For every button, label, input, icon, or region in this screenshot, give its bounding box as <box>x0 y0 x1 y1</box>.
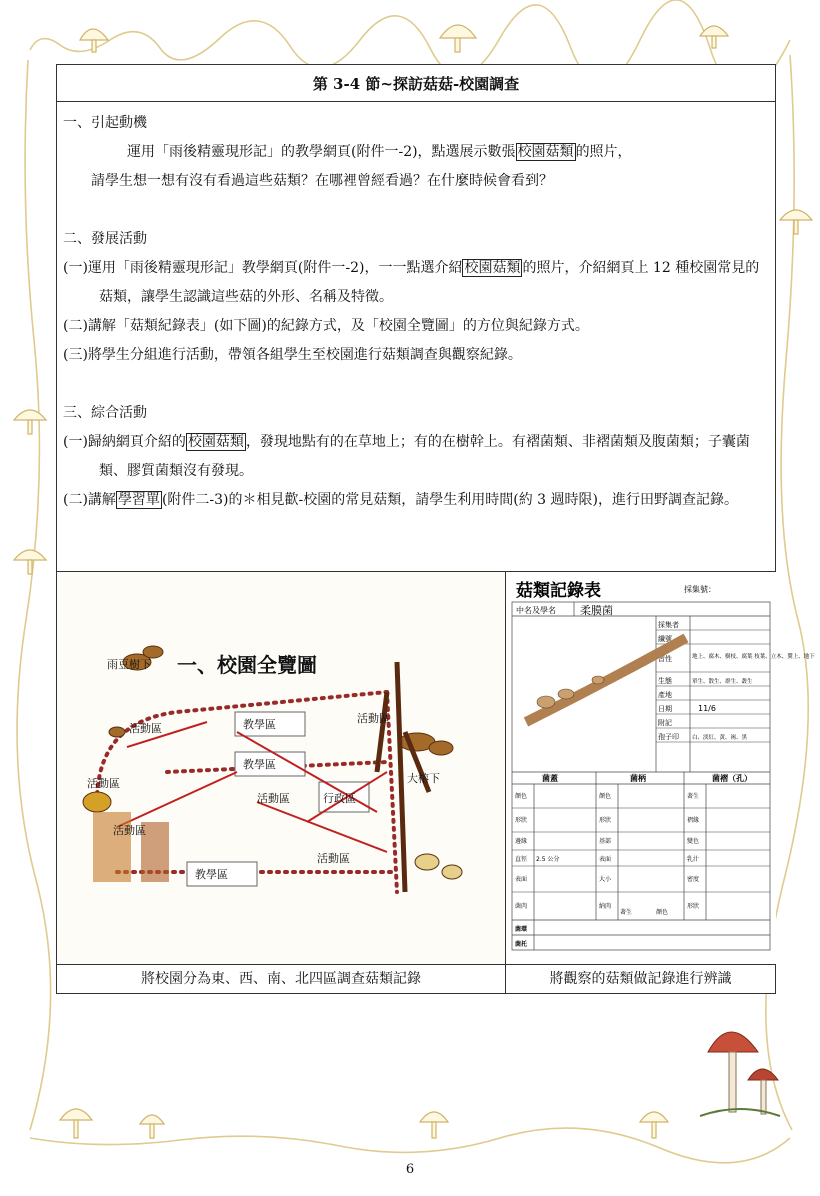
form-spore: 白、淡紅、黃、褐、黑 <box>692 735 748 741</box>
form-cell: 大小 <box>599 876 612 883</box>
caption-row <box>57 963 775 993</box>
map-label: 教學區 <box>195 868 228 881</box>
form-name-value: 柔膜菌 <box>580 604 613 617</box>
figure-row <box>57 571 815 965</box>
map-label: 行政區 <box>323 792 356 805</box>
form-row-label: 孢子印 <box>658 733 679 741</box>
form-row-label: 纖號 <box>658 635 672 643</box>
boxed-term: 校園菇類 <box>187 434 244 450</box>
campus-map-drawing <box>57 572 506 964</box>
form-collector: 採集號： <box>684 585 716 594</box>
form-row-label: 生態 <box>658 677 672 685</box>
s3-heading: 三、綜合活動 <box>63 405 147 421</box>
form-cell: 菌肉 <box>515 903 528 910</box>
form-col-header: 菌蓋 <box>542 774 558 783</box>
form-cell: 表面 <box>515 876 528 883</box>
caption-left: 將校園分為東、西、南、北四區調查菇類記錄 <box>57 963 506 993</box>
form-cell: 褶緣 <box>687 817 700 824</box>
boxed-term: 學習單 <box>117 492 160 508</box>
map-label: 活動區 <box>257 792 290 805</box>
form-cell: 基部 <box>599 838 612 845</box>
form-cell: 乳汁 <box>687 856 700 863</box>
form-col-header: 菌褶（孔） <box>712 774 752 783</box>
form-cell: 直徑 <box>515 856 528 863</box>
map-label: 活動區 <box>129 722 162 735</box>
form-cell: 顏色 <box>515 793 528 800</box>
form-row-label: 習性 <box>658 655 672 663</box>
s1-heading: 一、引起動機 <box>63 115 147 131</box>
s2-heading: 二、發展活動 <box>63 231 147 247</box>
s2-item3: (三)將學生分組進行活動，帶領各組學生至校園進行菇類調查與觀察紀錄。 <box>63 347 522 363</box>
form-name-label: 中名及學名 <box>516 606 556 615</box>
form-row-label: 產地 <box>658 691 672 699</box>
form-cell: 邊緣 <box>515 838 528 845</box>
map-label: 教學區 <box>243 718 276 731</box>
form-row-label: 日期 <box>658 705 672 713</box>
form-cell: 菌托 <box>515 941 528 948</box>
caption-right: 將觀察的菇類做記錄進行辨識 <box>549 971 732 987</box>
form-cell: 變色 <box>687 838 700 845</box>
mushroom-record-form <box>506 572 815 964</box>
s1-line2: 請學生想一想有沒有看過這些菇類？在哪裡曾經看過？在什麼時候會看到？ <box>91 173 553 189</box>
form-cell: 形狀 <box>687 903 700 910</box>
map-label: 活動區 <box>317 852 350 865</box>
form-cell: 形狀 <box>515 817 528 824</box>
form-diameter: 2.5 公分 <box>536 856 560 863</box>
map-title: 一、校園全覽圖 <box>177 653 317 677</box>
form-cell: 菌環 <box>515 926 528 933</box>
s2-item2: (二)講解「菇類紀錄表」(如下圖)的紀錄方式，及「校園全覽圖」的方位與紀錄方式。 <box>63 318 589 334</box>
form-habit: 地上、腐木、樹枝、腐葉 枝葉、立木、糞上、地下 <box>692 654 815 660</box>
s2-item1: (一)運用「雨後精靈現形記」教學網頁(附件一-2)，一一點選介紹 校園菇類 的照片，介紹網頁上 12 種校園常見的菇類，讓學生認識這些菇的外形、名稱及特徵。 <box>63 260 760 305</box>
form-cell: 著生 <box>687 793 700 800</box>
form-row-label: 附記 <box>658 719 672 727</box>
form-date: 11/6 <box>698 704 716 713</box>
s3-item1: (一)歸納網頁介紹的 校園菇類 ，發現地點有的在草地上；有的在樹幹上。有褶菌類、非褶菌類及腹菌類；子囊菌類、膠質菌類沒有發現。 <box>63 434 750 479</box>
form-cell: 表面 <box>599 856 612 863</box>
form-cell: 密度 <box>687 876 700 883</box>
form-cell: 顏色 <box>656 909 669 916</box>
form-row-label: 採集者 <box>658 621 679 629</box>
boxed-term: 校園菇類 <box>464 260 521 276</box>
form-cell: 形狀 <box>599 817 612 824</box>
map-label: 活動區 <box>87 777 120 790</box>
page-number: 6 <box>405 1162 415 1177</box>
lesson-box <box>56 64 815 994</box>
lesson-body <box>63 109 769 515</box>
map-label: 活動區 <box>113 824 146 837</box>
s1-line1: 運用「雨後精靈現形記」的教學網頁(附件一-2)，點選展示數張 校園菇類 的照片， <box>127 144 632 160</box>
form-cell: 顏色 <box>599 793 612 800</box>
s3-item2: (二)講解 學習單 (附件二-3)的＊相見歡-校園的常見菇類，請學生利用時間(約 3 週時限)，進行田野調查記錄。 <box>63 492 738 508</box>
form-eco: 單生、散生、群生、叢生 <box>692 679 753 685</box>
map-label: 教學區 <box>243 758 276 771</box>
map-label: 活動區 <box>357 712 390 725</box>
map-label: 大榕下 <box>407 772 440 785</box>
form-cell: 納肉 <box>599 903 612 910</box>
section-title: 第 3-4 節~探訪菇菇-校園調查 <box>57 65 775 102</box>
boxed-term: 校園菇類 <box>517 144 574 160</box>
form-col-header: 菌柄 <box>630 774 646 783</box>
form-cell: 著生 <box>620 909 633 916</box>
map-label: 雨豆樹下 <box>107 658 151 671</box>
form-title: 菇類記錄表 <box>516 581 601 601</box>
